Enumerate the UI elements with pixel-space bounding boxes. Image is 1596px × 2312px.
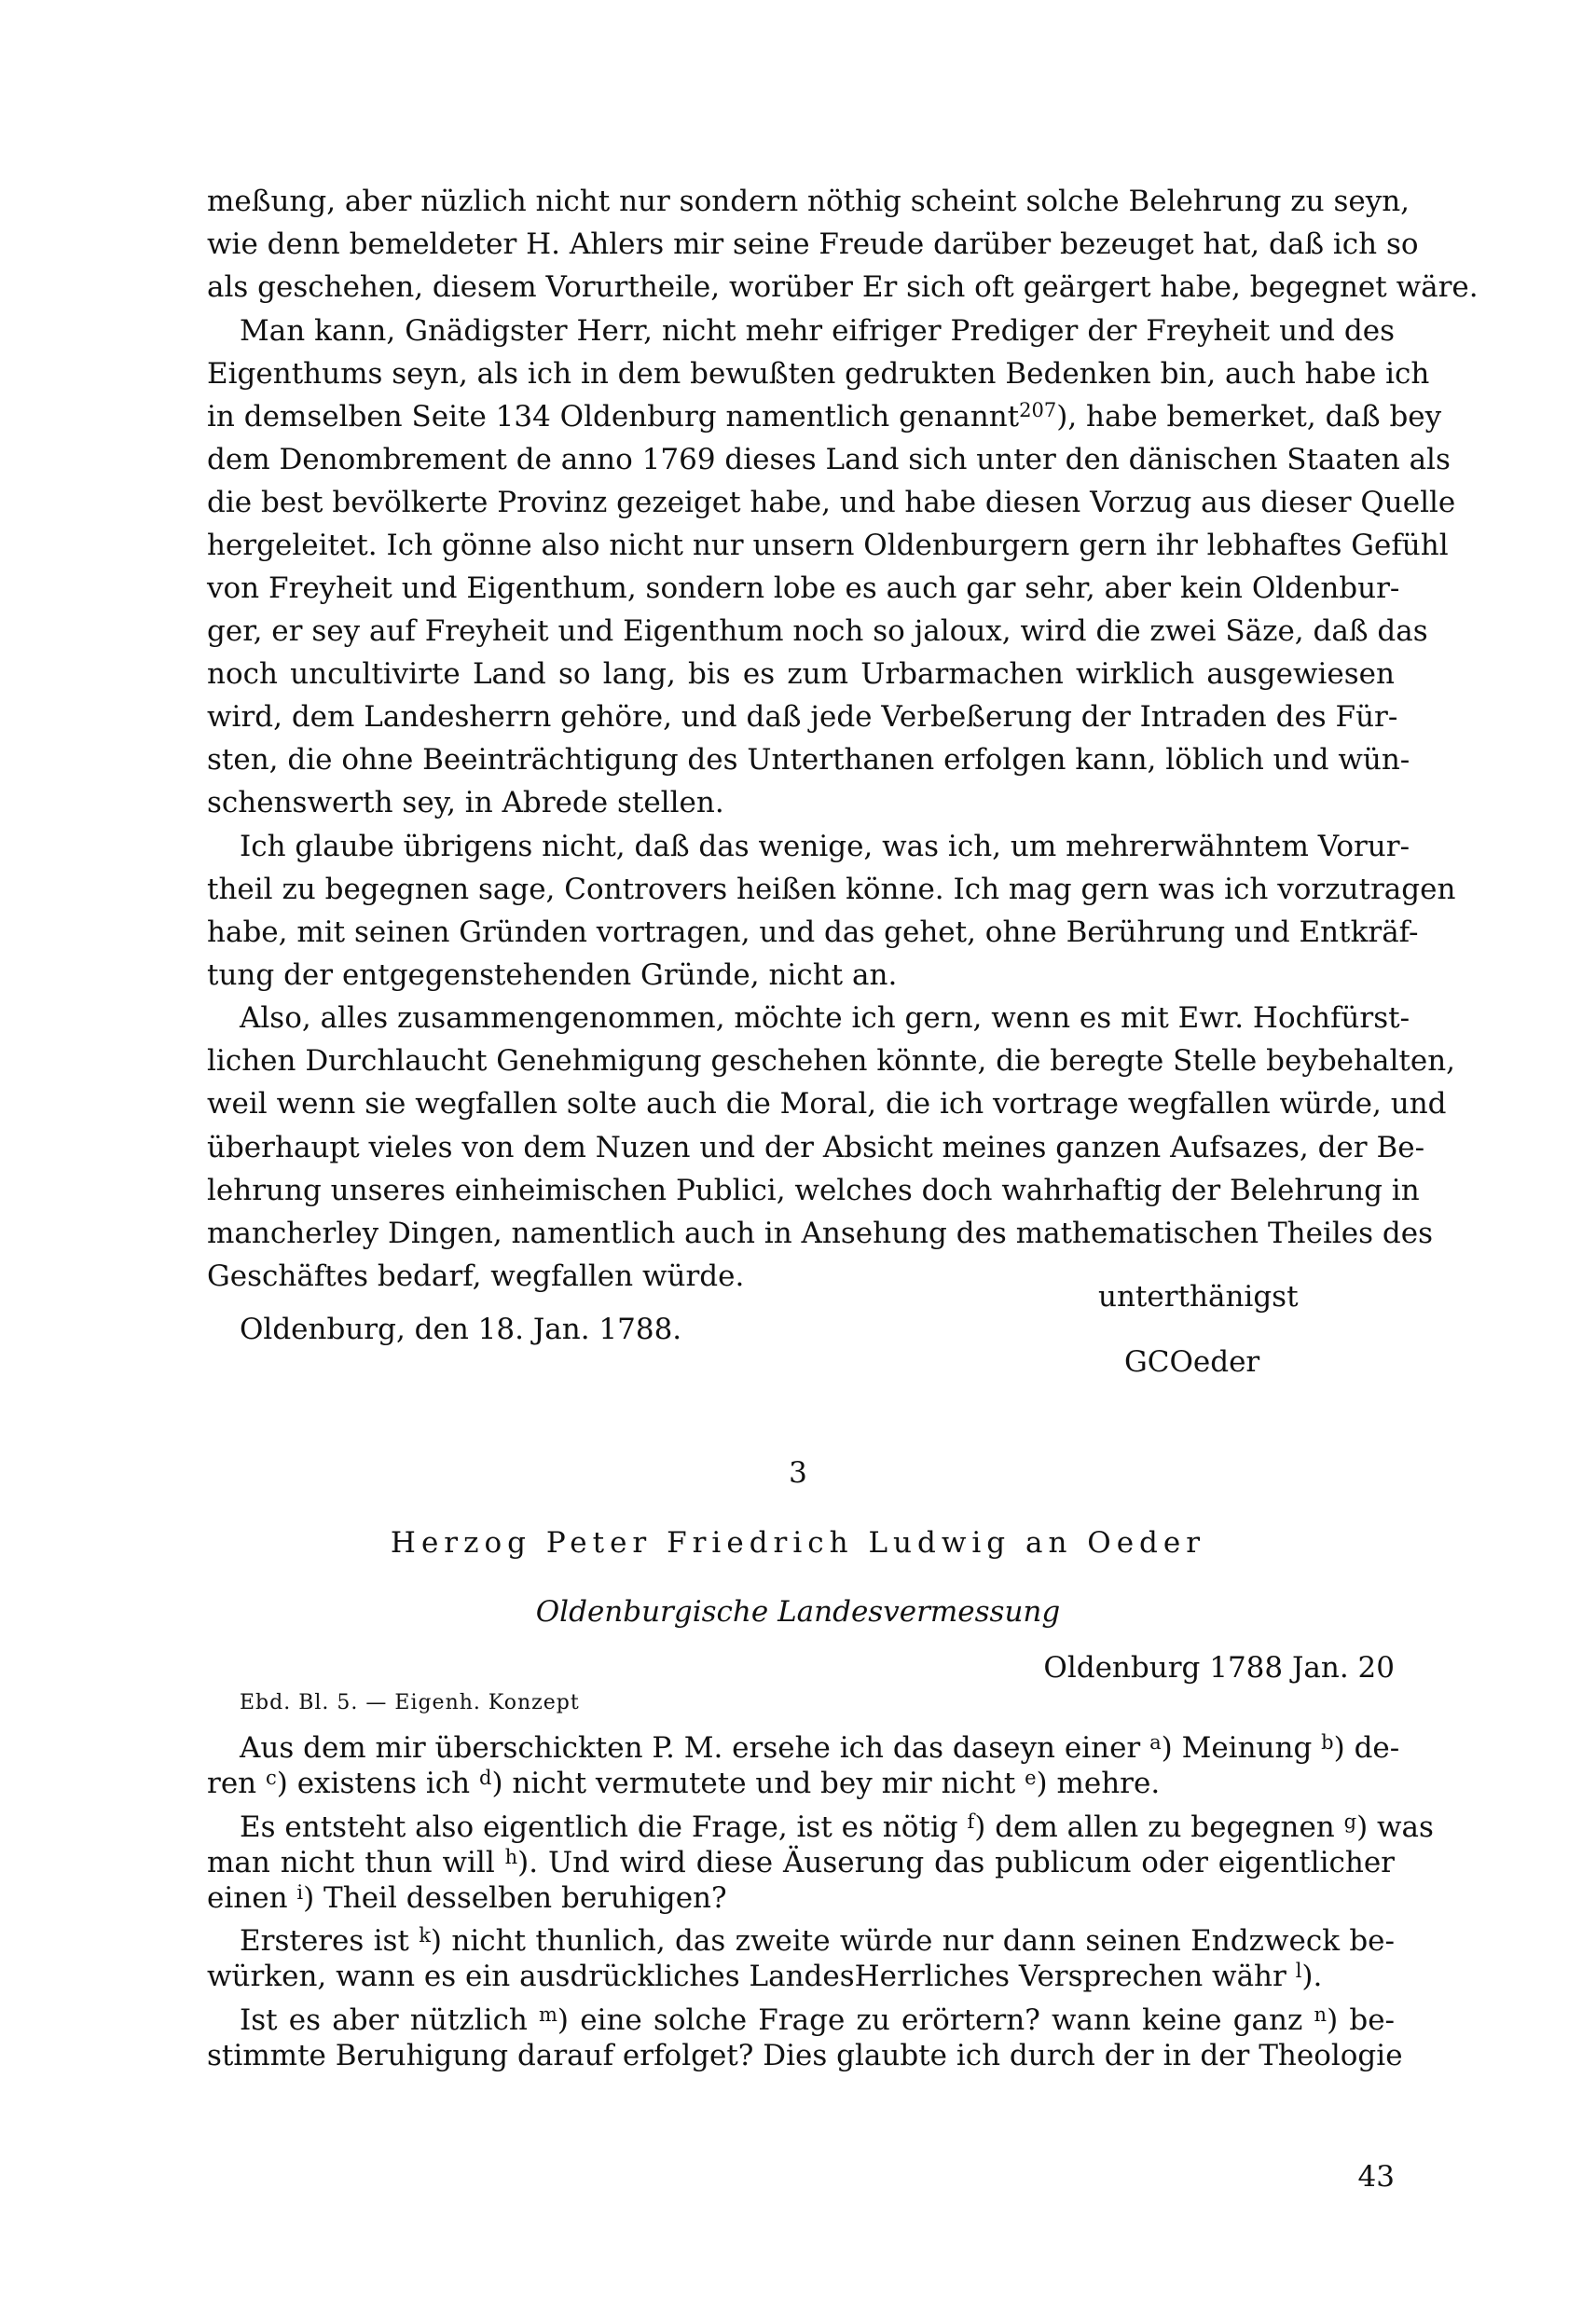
text-line: Eigenthums seyn, als ich in dem bewußten gedrukten Bedenken bin, auch habe ich: [207, 357, 1430, 391]
variant-cue: h: [504, 1846, 518, 1868]
text-segment: ) was: [1356, 1810, 1434, 1844]
text-line: als geschehen, diesem Vorurtheile, worüber Er sich oft geärgert habe, begegnet wäre.: [207, 270, 1479, 304]
variant-cue: k: [419, 1924, 431, 1947]
text-line: meßung, aber nüzlich nicht nur sondern nöthig scheint solche Belehrung zu seyn,: [207, 185, 1410, 218]
document-subtitle: Oldenburgische Landesvermessung: [535, 1595, 1061, 1629]
text-line: Ich glaube übrigens nicht, daß das wenige, was ich, um mehrerwähntem Vorur-: [240, 830, 1410, 863]
text-line: noch uncultivirte Land so lang, bis es zum Urbarmachen wirklich ausgewiesen: [207, 657, 1395, 691]
place-date: Oldenburg, den 18. Jan. 1788.: [240, 1313, 682, 1346]
text-segment: einen: [207, 1881, 297, 1915]
text-segment: ) Theil desselben beruhigen?: [303, 1881, 727, 1915]
text-segment: ) nicht vermutete und bey mir nicht: [491, 1767, 1025, 1800]
text-segment: ) mehre.: [1036, 1767, 1161, 1800]
variant-cue: a: [1149, 1731, 1162, 1754]
text-segment: ) dem allen zu begegnen: [974, 1810, 1344, 1844]
text-line: [207, 1845, 1395, 1880]
text-line: [207, 1880, 1395, 1916]
text-segment: würken, wann es ein ausdrückliches LandesHerrliches Versprechen währ: [207, 1960, 1296, 1993]
text-line: ger, er sey auf Freyheit und Eigenthum noch so jaloux, wird die zwei Säze, daß das: [207, 614, 1428, 648]
text-segment: ).: [1301, 1960, 1323, 1993]
text-line: [240, 1730, 1400, 1766]
text-segment: Ist es aber nützlich: [240, 2003, 539, 2037]
text-segment: ) de-: [1333, 1731, 1400, 1765]
variant-cue: d: [478, 1767, 492, 1789]
document-heading: Herzog Peter Friedrich Ludwig an Oeder: [390, 1526, 1206, 1560]
signature: GCOeder: [1124, 1345, 1260, 1379]
text-line: tung der entgegenstehenden Gründe, nicht an.: [207, 958, 898, 992]
text-line: [207, 1959, 1395, 1994]
text-line: lichen Durchlaucht Genehmigung geschehen könnte, die beregte Stelle beybehalten,: [207, 1044, 1456, 1078]
footnote-reference: 207: [1019, 399, 1057, 421]
text-line: dem Denombrement de anno 1769 dieses Land sich unter den dänischen Staaten als: [207, 443, 1451, 476]
text-line: von Freyheit und Eigenthum, sondern lobe es auch gar sehr, aber kein Oldenbur-: [207, 571, 1400, 605]
variant-cue: m: [539, 2003, 557, 2026]
text-segment: ) be-: [1327, 2003, 1396, 2037]
variant-cue: c: [265, 1767, 277, 1789]
variant-cue: n: [1314, 2003, 1328, 2026]
text-line: die best bevölkerte Provinz gezeiget habe, und habe diesen Vorzug aus dieser Quelle: [207, 486, 1456, 519]
text-line: hergeleitet. Ich gönne also nicht nur unsern Oldenburgern gern ihr lebhaftes Gefühl: [207, 529, 1449, 562]
variant-cue: b: [1321, 1731, 1334, 1754]
text-segment: Es entsteht also eigentlich die Frage, ist es nötig: [240, 1810, 968, 1844]
text-segment: ) eine solche Frage zu erörtern? wann keine ganz: [557, 2003, 1314, 2037]
text-segment: ). Und wird diese Äuserung das publicum oder eigentlicher: [517, 1846, 1395, 1879]
text-segment: ren: [207, 1767, 266, 1800]
text-line: Also, alles zusammengenommen, möchte ich gern, wenn es mit Ewr. Hochfürst-: [240, 1001, 1410, 1035]
text-line: [240, 1810, 1434, 1845]
document-place-date: Oldenburg 1788 Jan. 20: [1043, 1651, 1395, 1685]
text-line: habe, mit seinen Gründen vortragen, und das gehet, ohne Berührung und Entkräf-: [207, 915, 1419, 949]
text-line: schenswerth sey, in Abrede stellen.: [207, 786, 724, 819]
text-line: lehrung unseres einheimischen Publici, welches doch wahrhaftig der Belehrung in: [207, 1174, 1420, 1207]
text-line: [240, 1923, 1395, 1959]
text-line: stimmte Beruhigung darauf erfolget? Dies glaubte ich durch der in der Theologie: [207, 2039, 1403, 2072]
text-line: [207, 1766, 1395, 1801]
page-number: 43: [1357, 2160, 1395, 2194]
text-line: weil wenn sie wegfallen solte auch die Moral, die ich vortrage wegfallen würde, und: [207, 1087, 1447, 1121]
variant-cue: e: [1025, 1767, 1037, 1789]
text-line: wie denn bemeldeter H. Ahlers mir seine Freude darüber bezeuget hat, daß ich so: [207, 227, 1419, 261]
text-line: Man kann, Gnädigster Herr, nicht mehr eifriger Prediger der Freyheit und des: [240, 314, 1395, 348]
text-line: sten, die ohne Beeinträchtigung des Unterthanen erfolgen kann, löblich und wün-: [207, 743, 1410, 777]
text-segment: in demselben Seite 134 Oldenburg namentlich genannt: [207, 400, 1020, 434]
text-line: Geschäftes bedarf, wegfallen würde.: [207, 1259, 745, 1293]
text-segment: ) Meinung: [1161, 1731, 1322, 1765]
text-line: theil zu begegnen sage, Controvers heißen könne. Ich mag gern was ich vorzutragen: [207, 873, 1456, 906]
text-segment: man nicht thun will: [207, 1846, 505, 1879]
text-line: [240, 2002, 1395, 2038]
variant-cue: l: [1295, 1960, 1302, 1982]
text-line-with-footnote: [207, 399, 1442, 434]
text-segment: ) nicht thunlich, das zweite würde nur dann seinen Endzweck be-: [430, 1924, 1395, 1958]
variant-cue: i: [296, 1881, 304, 1904]
text-segment: Ersteres ist: [240, 1924, 420, 1958]
text-line: überhaupt vieles von dem Nuzen und der Absicht meines ganzen Aufsazes, der Be-: [207, 1131, 1425, 1164]
text-line: wird, dem Landesherrn gehöre, und daß jede Verbeßerung der Intraden des Für-: [207, 700, 1398, 734]
text-line: mancherley Dingen, namentlich auch in Ansehung des mathematischen Theiles des: [207, 1217, 1434, 1250]
document-number: 3: [789, 1456, 807, 1490]
source-note: Ebd. Bl. 5. — Eigenh. Konzept: [240, 1691, 580, 1714]
variant-cue: f: [967, 1810, 975, 1833]
text-segment: ) existens ich: [276, 1767, 479, 1800]
closing-formula: unterthänigst: [1098, 1280, 1299, 1314]
variant-cue: g: [1343, 1810, 1357, 1833]
text-segment: ), habe bemerket, daß bey: [1056, 400, 1442, 434]
text-segment: Aus dem mir überschickten P. M. ersehe ich das daseyn einer: [240, 1731, 1150, 1765]
